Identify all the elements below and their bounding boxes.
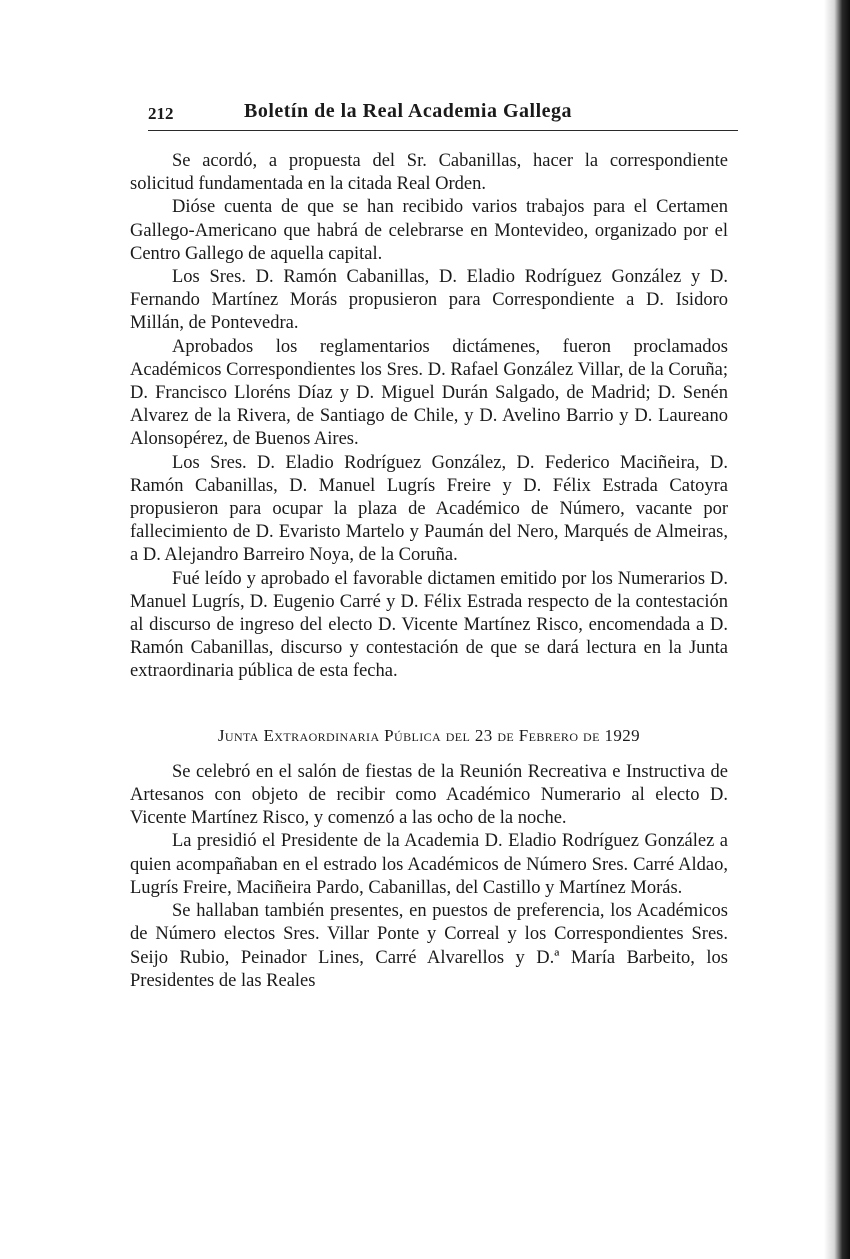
- paragraph: Se celebró en el salón de fiestas de la Reunión Recreativa e Instructiva de Artesanos con objeto de recibir como Académico Numerario al electo D. Vicente Martínez Risco, y comenzó a las ocho de la noche.: [130, 761, 728, 829]
- page-header: [148, 100, 738, 131]
- page-edge-shadow: [824, 0, 850, 1259]
- page-number: 212: [148, 104, 174, 123]
- paragraph: Los Sres. D. Ramón Cabanillas, D. Eladio Rodríguez González y D. Fernando Martínez Morás propusieron para Correspondiente a D. Isidoro Millán, de Pontevedra.: [130, 267, 728, 334]
- paragraph: La presidió el Presidente de la Academia D. Eladio Rodríguez González a quien acompañaban en el estrado los Académicos de Número Sres. Carré Aldao, Lugrís Freire, Maciñeira Pardo, Cabanillas, del Castillo y Martínez Morás.: [130, 831, 728, 898]
- section-heading: Junta Extraordinaria Pública del 23 de Febrero de 1929: [217, 725, 641, 745]
- paragraph: Dióse cuenta de que se han recibido varios trabajos para el Certamen Gallego-Americano que habrá de celebrarse en Montevideo, organizado por el Centro Gallego de aquella capital.: [130, 197, 728, 264]
- paragraph: Los Sres. D. Eladio Rodríguez González, D. Federico Maciñeira, D. Ramón Cabanillas, D. Manuel Lugrís Freire y D. Félix Estrada Catoyra propusieron para ocupar la plaza de Académico de Número, vacante por fallecimiento de D. Evaristo Martelo y Paumán del Nero, Marqués de Almeiras, a D. Alejandro Barreiro Noya, de la Coruña.: [130, 452, 728, 566]
- running-title: Boletín de la Real Academia Gallega: [244, 100, 573, 122]
- paragraph: Se acordó, a propuesta del Sr. Cabanillas, hacer la correspondiente solicitud fundamentada en la citada Real Orden.: [130, 151, 728, 195]
- paragraph: Se hallaban también presentes, en puestos de preferencia, los Académicos de Número electos Sres. Villar Ponte y Correal y los Correspondientes Sres. Seijo Rubio, Peinador Lines, Carré Alvarellos y D.ª María Barbeito, los Presidentes de las Reales: [130, 901, 728, 991]
- paragraph: Fué leído y aprobado el favorable dictamen emitido por los Numerarios D. Manuel Lugrís, D. Eugenio Carré y D. Félix Estrada respecto de la contestación al discurso de ingreso del electo D. Vicente Martínez Risco, encomendada a D. Ramón Cabanillas, discurso y contestación de que se dará lectura en la Junta extraordinaria pública de esta fecha.: [130, 568, 728, 682]
- paragraph: Aprobados los reglamentarios dictámenes, fueron proclamados Académicos Correspondientes los Sres. D. Rafael González Villar, de la Coruña; D. Francisco Lloréns Díaz y D. Miguel Durán Salgado, de Madrid; D. Senén Alvarez de la Rivera, de Santiago de Chile, y D. Avelino Barrio y D. Laureano Alonsopérez, de Buenos Aires.: [130, 336, 728, 450]
- body-text: [130, 150, 728, 993]
